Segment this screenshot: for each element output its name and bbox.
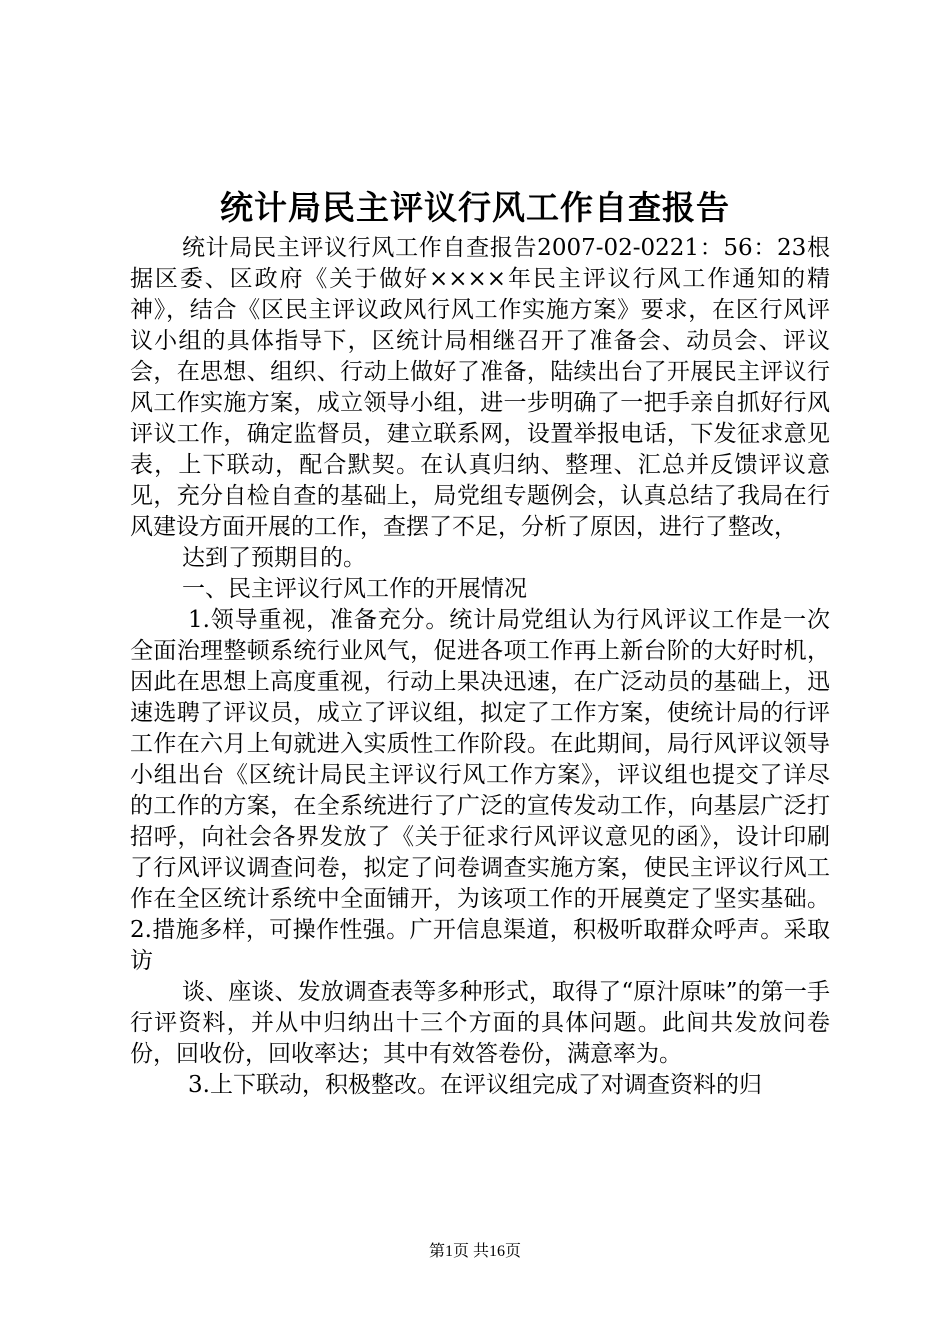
paragraph-intro: 统计局民主评议行风工作自查报告2007-02-0221：56：23根据区委、区政府《关于做好××××年民主评议行风工作通知的精神》，结合《区民主评议政风行风工作实施方案》要求，在区行风评议小组的具体指导下，区统计局相继召开了准备会、动员会、评议会，在思想、组织、行动上做好了准备，陆续出台了开展民主评议行风工作实施方案，成立领导小组，进一步明确了一把手亲自抓好行风评议工作，确定监督员，建立联系网，设置举报电话，下发征求意见表，上下联动，配合默契。在认真归纳、整理、汇总并反馈评议意见，充分自检自查的基础上，局党组专题例会，认真总结了我局在行风建设方面开展的工作，查摆了不足，分析了原因，进行了整改，: [130, 235, 830, 540]
paragraph-item-3: 3.上下联动，积极整改。在评议组完成了对调查资料的归: [188, 1072, 762, 1098]
document-body: [130, 233, 830, 1101]
paragraph-survey: 谈、座谈、发放调查表等多种形式，取得了“原汁原味”的第一手行评资料，并从中归纳出十三个方面的具体问题。此间共发放问卷份，回收份，回收率达；其中有效答卷份，满意率为。: [130, 979, 830, 1067]
page-footer: 第1页 共16页: [428, 1243, 521, 1260]
page-title: 统计局民主评议行风工作自查报告: [220, 188, 730, 227]
section-heading-1: 一、民主评议行风工作的开展情况: [182, 576, 527, 602]
paragraph-result: 达到了预期目的。: [182, 545, 366, 571]
paragraph-item-1: 1.领导重视，准备充分。统计局党组认为行风评议工作是一次全面治理整顿系统行业风气，促进各项工作再上新台阶的大好时机，因此在思想上高度重视，行动上果决迅速，在广泛动员的基础上，迅速选聘了评议员，成立了评议组，拟定了工作方案，使统计局的行评工作在六月上旬就进入实质性工作阶段。在此期间，局行风评议领导小组出台《区统计局民主评议行风工作方案》，评议组也提交了详尽的工作的方案，在全系统进行了广泛的宣传发动工作，向基层广泛打招呼，向社会各界发放了《关于征求行风评议意见的函》，设计印刷了行风评议调查问卷，拟定了问卷调查实施方案，使民主评议行风工作在全区统计系统中全面铺开，为该项工作的开展奠定了坚实基础。 2.措施多样，可操作性强。广开信息渠道，积极听取群众呼声。采取访: [130, 607, 830, 974]
